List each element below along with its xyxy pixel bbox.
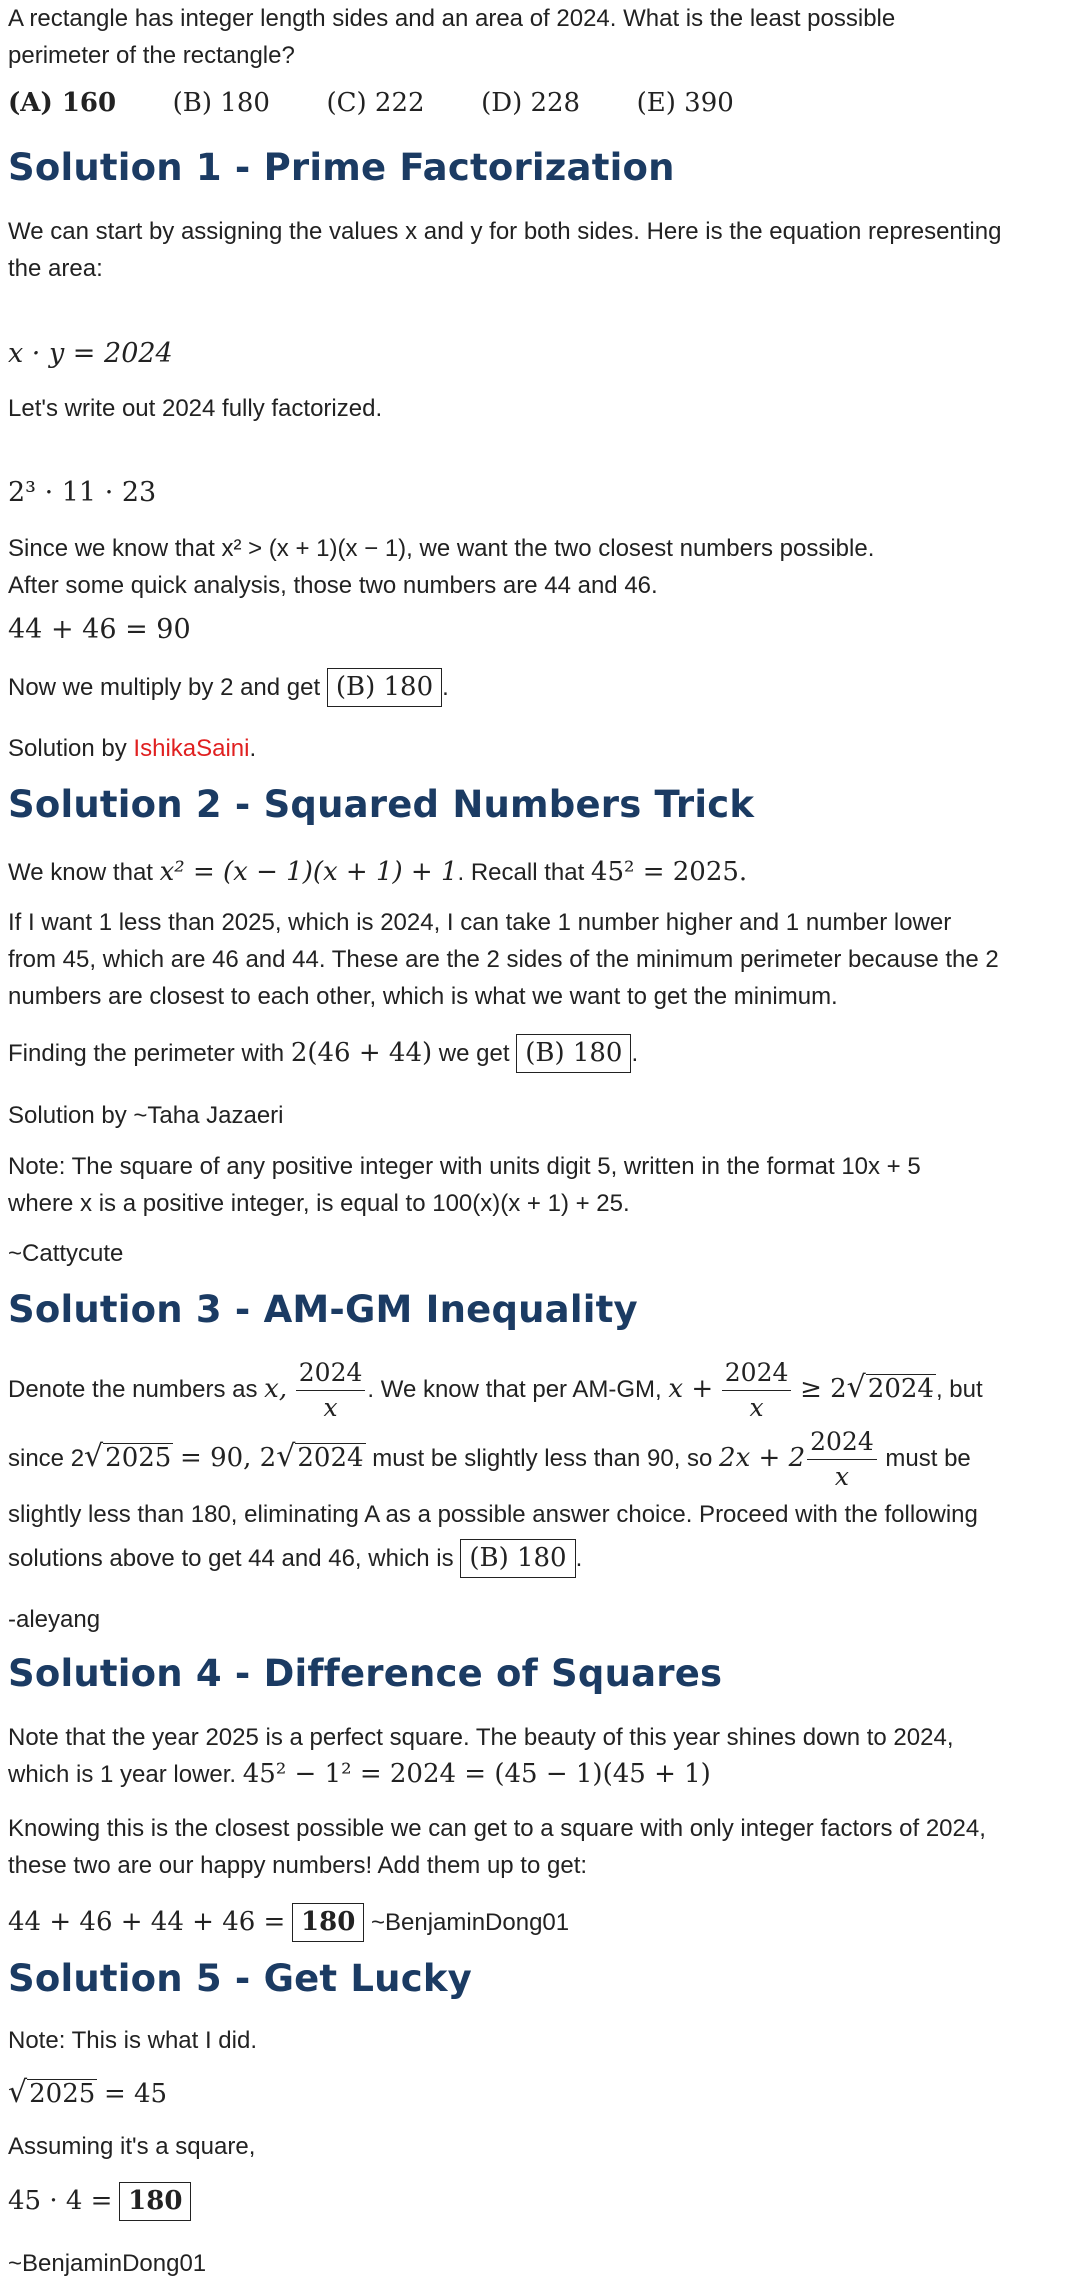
s1-equation-sum: 44 + 46 = 90 [8,614,191,645]
s2-know-text: We know that [8,859,153,886]
choice-b: (B) 180 [172,88,270,118]
s1-paragraph-3a: Since we know that x² > (x + 1)(x − 1), we want the two closest numbers possible. [8,535,875,562]
s1-period: . [442,674,449,701]
s2-note-line-1: Note: The square of any positive integer with units digit 5, written in the format 10x + 5 [8,1153,921,1180]
s2-paragraph-1 [8,854,747,891]
s4-paragraph-2b: these two are our happy numbers! Add them up to get: [8,1852,588,1879]
s3-fraction-3-numerator: 2024 [807,1425,877,1460]
s2-paragraph-2b: from 45, which are 46 and 44. These are the 2 sides of the minimum perimeter because the 2 [8,946,999,973]
s3-answer-box: (B) 180 [460,1539,575,1578]
solution-1-heading: Solution 1 - Prime Factorization [8,146,675,189]
s3-sqrt-2024-b: √2024 [276,1439,364,1474]
s3-line-1 [8,1350,983,1428]
s2-perimeter-expression: 2(46 + 44) [290,1038,433,1068]
s3-fraction-2 [722,1356,792,1425]
s1-paragraph-3b: After some quick analysis, those two numbers are 44 and 46. [8,572,658,599]
choice-c: (C) 222 [326,88,425,118]
s1-credit-prefix: Solution by [8,735,127,762]
s2-period: . [631,1040,639,1067]
s3-but-text: , but [935,1376,983,1403]
s2-we-get-text: we get [438,1040,510,1067]
s2-credit: Solution by ~Taha Jazaeri [8,1102,284,1129]
s2-recall-text: . Recall that [457,859,585,886]
s3-fraction-3 [807,1425,877,1494]
s1-paragraph-1b: the area: [8,255,103,282]
s3-x-plus: x + [668,1374,714,1404]
s5-sqrt-line [8,2074,167,2113]
problem-text-line-1: A rectangle has integer length sides and an area of 2024. What is the least possible [8,5,896,32]
s1-multiply-text: Now we multiply by 2 and get [8,674,321,701]
s3-fraction-3-denominator: x [834,1462,849,1492]
s3-denote-text: Denote the numbers as [8,1376,258,1403]
s2-answer-box: (B) 180 [516,1034,631,1073]
s2-identity-equation: x² = (x − 1)(x + 1) + 1 [159,857,458,887]
choice-d: (D) 228 [481,88,581,118]
s1-equation-factorization: 2³ · 11 · 23 [8,477,157,508]
s1-equation-area: x · y = 2024 [8,338,173,369]
s2-paragraph-2a: If I want 1 less than 2025, which is 2024, I can take 1 number higher and 1 number lower [8,909,952,936]
solution-2-heading: Solution 2 - Squared Numbers Trick [8,783,755,826]
s3-x-var: x, [264,1374,288,1404]
answer-choices [8,88,734,118]
s3-sqrt-2024-b-radicand: 2024 [297,1443,364,1473]
s5-sqrt-2025-radicand: 2025 [29,2079,96,2109]
solution-4-heading: Solution 4 - Difference of Squares [8,1652,723,1695]
s3-fraction-1-numerator: 2024 [296,1356,366,1391]
s5-equals-45: = 45 [103,2079,168,2109]
problem-text-line-2: perimeter of the rectangle? [8,42,295,69]
s5-answer-box: 180 [119,2182,191,2221]
s4-credit: ~BenjaminDong01 [370,1909,570,1936]
s5-paragraph-1: Note: This is what I did. [8,2027,257,2054]
s4-year-lower-text: which is 1 year lower. [8,1761,237,1788]
s5-paragraph-2: Assuming it's a square, [8,2133,256,2160]
s5-product-line [8,2182,191,2221]
s3-sqrt-2025-radicand: 2025 [105,1443,172,1473]
s5-product-equation: 45 · 4 = [8,2186,113,2216]
s3-sqrt-2024: √2024 [846,1370,934,1405]
s4-sum-equation: 44 + 46 + 44 + 46 = [8,1907,286,1937]
s3-equals-90: = 90, 2 [180,1443,277,1473]
s5-sqrt-2025: √2025 [8,2075,96,2110]
s4-difference-equation: 45² − 1² = 2024 = (45 − 1)(45 + 1) [242,1759,711,1789]
s3-sqrt-2024-radicand: 2024 [867,1374,934,1404]
s2-paragraph-3 [8,1034,638,1073]
s3-fraction-2-denominator: x [749,1393,764,1423]
s1-paragraph-1a: We can start by assigning the values x and y for both sides. Here is the equation representing [8,218,1002,245]
s2-paragraph-2c: numbers are closest to each other, which is what we want to get the minimum. [8,983,838,1010]
s5-credit: ~BenjaminDong01 [8,2250,207,2277]
s3-less-than-90-text: must be slightly less than 90, so [372,1445,713,1472]
s3-amgm-text: . We know that per AM-GM, [367,1376,662,1403]
s1-credit [8,730,256,767]
s3-line-3: slightly less than 180, eliminating A as a possible answer choice. Proceed with the following [8,1501,978,1528]
s3-ge-two: ≥ 2 [800,1374,847,1404]
solution-5-heading: Solution 5 - Get Lucky [8,1957,472,2000]
s4-sum-line [8,1903,569,1942]
s3-since-text: since 2 [8,1445,85,1472]
s3-period: . [575,1545,583,1572]
s3-line-4 [8,1539,582,1578]
s1-credit-period: . [249,735,257,762]
s3-fraction-1-denominator: x [323,1393,338,1423]
s2-square-equation: 45² = 2025. [590,857,748,887]
s3-line-2 [8,1424,971,1494]
s3-sqrt-2025: √2025 [84,1439,172,1474]
s4-answer-box: 180 [292,1903,364,1942]
s3-must-be-text: must be [885,1445,971,1472]
solution-3-heading: Solution 3 - AM-GM Inequality [8,1288,638,1331]
s2-perimeter-text: Finding the perimeter with [8,1040,285,1067]
s4-paragraph-1b [8,1756,711,1793]
choice-a: (A) 160 [8,88,117,118]
s1-paragraph-2: Let's write out 2024 fully factorized. [8,395,383,422]
s1-answer-box: (B) 180 [327,668,442,707]
s3-expression: 2x + 2 [719,1443,806,1473]
choice-e: (E) 390 [636,88,734,118]
s2-note-line-2: where x is a positive integer, is equal to 100(x)(x + 1) + 25. [8,1190,630,1217]
s3-solutions-text: solutions above to get 44 and 46, which is [8,1545,454,1572]
s4-paragraph-1a: Note that the year 2025 is a perfect square. The beauty of this year shines down to 2024, [8,1724,954,1751]
s1-paragraph-4 [8,668,449,707]
s2-credit-2: ~Cattycute [8,1240,124,1267]
s3-fraction-2-numerator: 2024 [722,1356,792,1391]
author-link-ishikasaini[interactable]: IshikaSaini [133,735,250,762]
s3-credit: -aleyang [8,1606,101,1633]
s4-paragraph-2a: Knowing this is the closest possible we can get to a square with only integer factors of 2024, [8,1815,986,1842]
s3-fraction-1 [296,1356,366,1425]
